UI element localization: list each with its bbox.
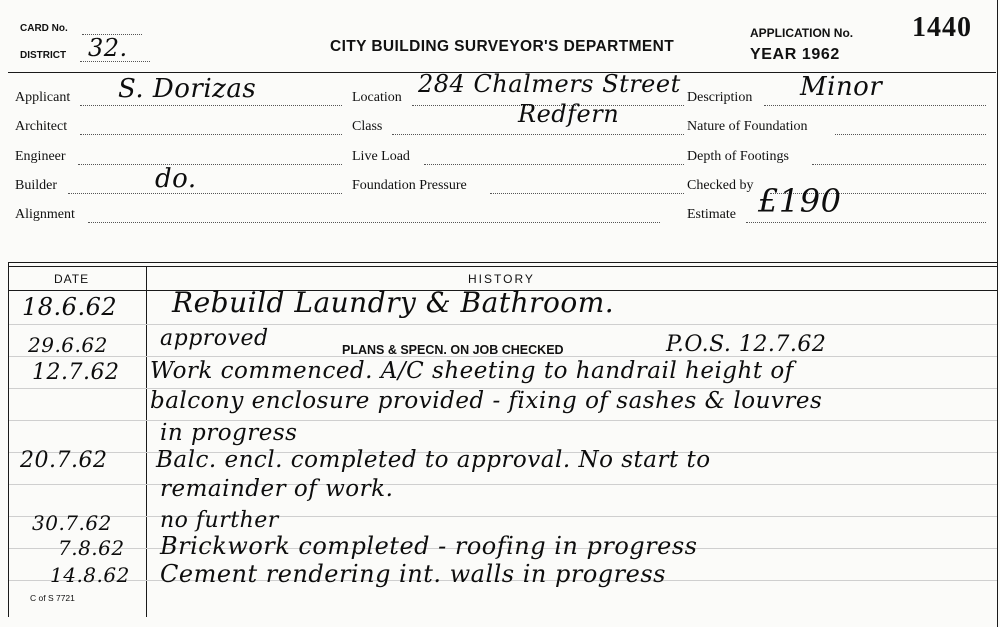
history-column-header: HISTORY [468, 272, 535, 286]
architect-line [80, 134, 342, 135]
history-date: 20.7.62 [20, 448, 108, 473]
history-date: 29.6.62 [28, 333, 108, 357]
history-entry: no further [160, 508, 279, 533]
history-date: 7.8.62 [58, 536, 125, 560]
year-label: YEAR 1962 [750, 46, 840, 63]
nature-line [835, 134, 986, 135]
builder-value: do. [155, 164, 197, 194]
history-entry: Balc. encl. completed to approval. No start to [156, 447, 711, 473]
location-value: 284 Chalmers Street [418, 70, 681, 98]
applicant-value: S. Dorizas [118, 74, 257, 104]
district-value: 32. [88, 34, 128, 62]
location-value-2: Redfern [518, 100, 620, 128]
builder-label: Builder [15, 178, 57, 193]
history-entry: balcony enclosure provided - fixing of sashes & louvres [150, 388, 823, 414]
history-date: 18.6.62 [22, 293, 118, 321]
history-date: 14.8.62 [50, 563, 130, 587]
applicant-line [80, 105, 342, 106]
nature-label: Nature of Foundation [687, 119, 808, 134]
description-value: Minor [800, 72, 883, 102]
applicant-label: Applicant [15, 90, 71, 105]
card-no-label: CARD No. [20, 23, 68, 34]
estimate-label: Estimate [687, 207, 736, 222]
architect-label: Architect [15, 119, 68, 134]
foundation-pressure-label: Foundation Pressure [352, 178, 467, 193]
description-line [764, 105, 986, 106]
application-label: APPLICATION No. [750, 26, 854, 40]
left-border [8, 262, 9, 617]
approval-stamp: PLANS & SPECN. ON JOB CHECKED [342, 343, 564, 357]
depth-line [812, 164, 986, 165]
history-date: 12.7.62 [32, 360, 120, 385]
location-label: Location [352, 90, 402, 105]
estimate-value: £190 [758, 182, 842, 220]
right-border [997, 0, 998, 627]
date-column-divider [146, 267, 147, 617]
estimate-line [746, 222, 986, 223]
district-label: DISTRICT [20, 50, 67, 61]
application-number: 1440 [912, 12, 972, 43]
engineer-label: Engineer [15, 149, 66, 164]
history-entry: P.O.S. 12.7.62 [666, 332, 827, 357]
engineer-line [78, 164, 342, 165]
class-line [392, 134, 684, 135]
history-entry: in progress [160, 420, 298, 446]
alignment-label: Alignment [15, 207, 75, 222]
history-entry: remainder of work. [160, 476, 394, 502]
date-column-header: DATE [54, 272, 90, 286]
depth-label: Depth of Footings [687, 149, 789, 164]
history-top-rule-2 [8, 266, 998, 267]
alignment-line [88, 222, 660, 223]
builder-line [68, 193, 342, 194]
live-load-label: Live Load [352, 149, 410, 164]
class-label: Class [352, 119, 383, 134]
form-number: C of S 7721 [30, 593, 75, 603]
foundation-pressure-line [490, 193, 684, 194]
history-date: 30.7.62 [32, 511, 112, 535]
history-top-rule [8, 262, 998, 263]
history-entry: Brickwork completed - roofing in progress [160, 532, 698, 560]
history-entry: Work commenced. A/C sheeting to handrail height of [150, 358, 794, 384]
history-entry: approved [160, 326, 269, 351]
description-label: Description [687, 90, 753, 105]
checked-label: Checked by [687, 178, 754, 193]
live-load-line [424, 164, 684, 165]
history-entry: Rebuild Laundry & Bathroom. [172, 286, 615, 319]
history-entry: Cement rendering int. walls in progress [160, 560, 666, 588]
department-title: CITY BUILDING SURVEYOR'S DEPARTMENT [330, 38, 675, 55]
